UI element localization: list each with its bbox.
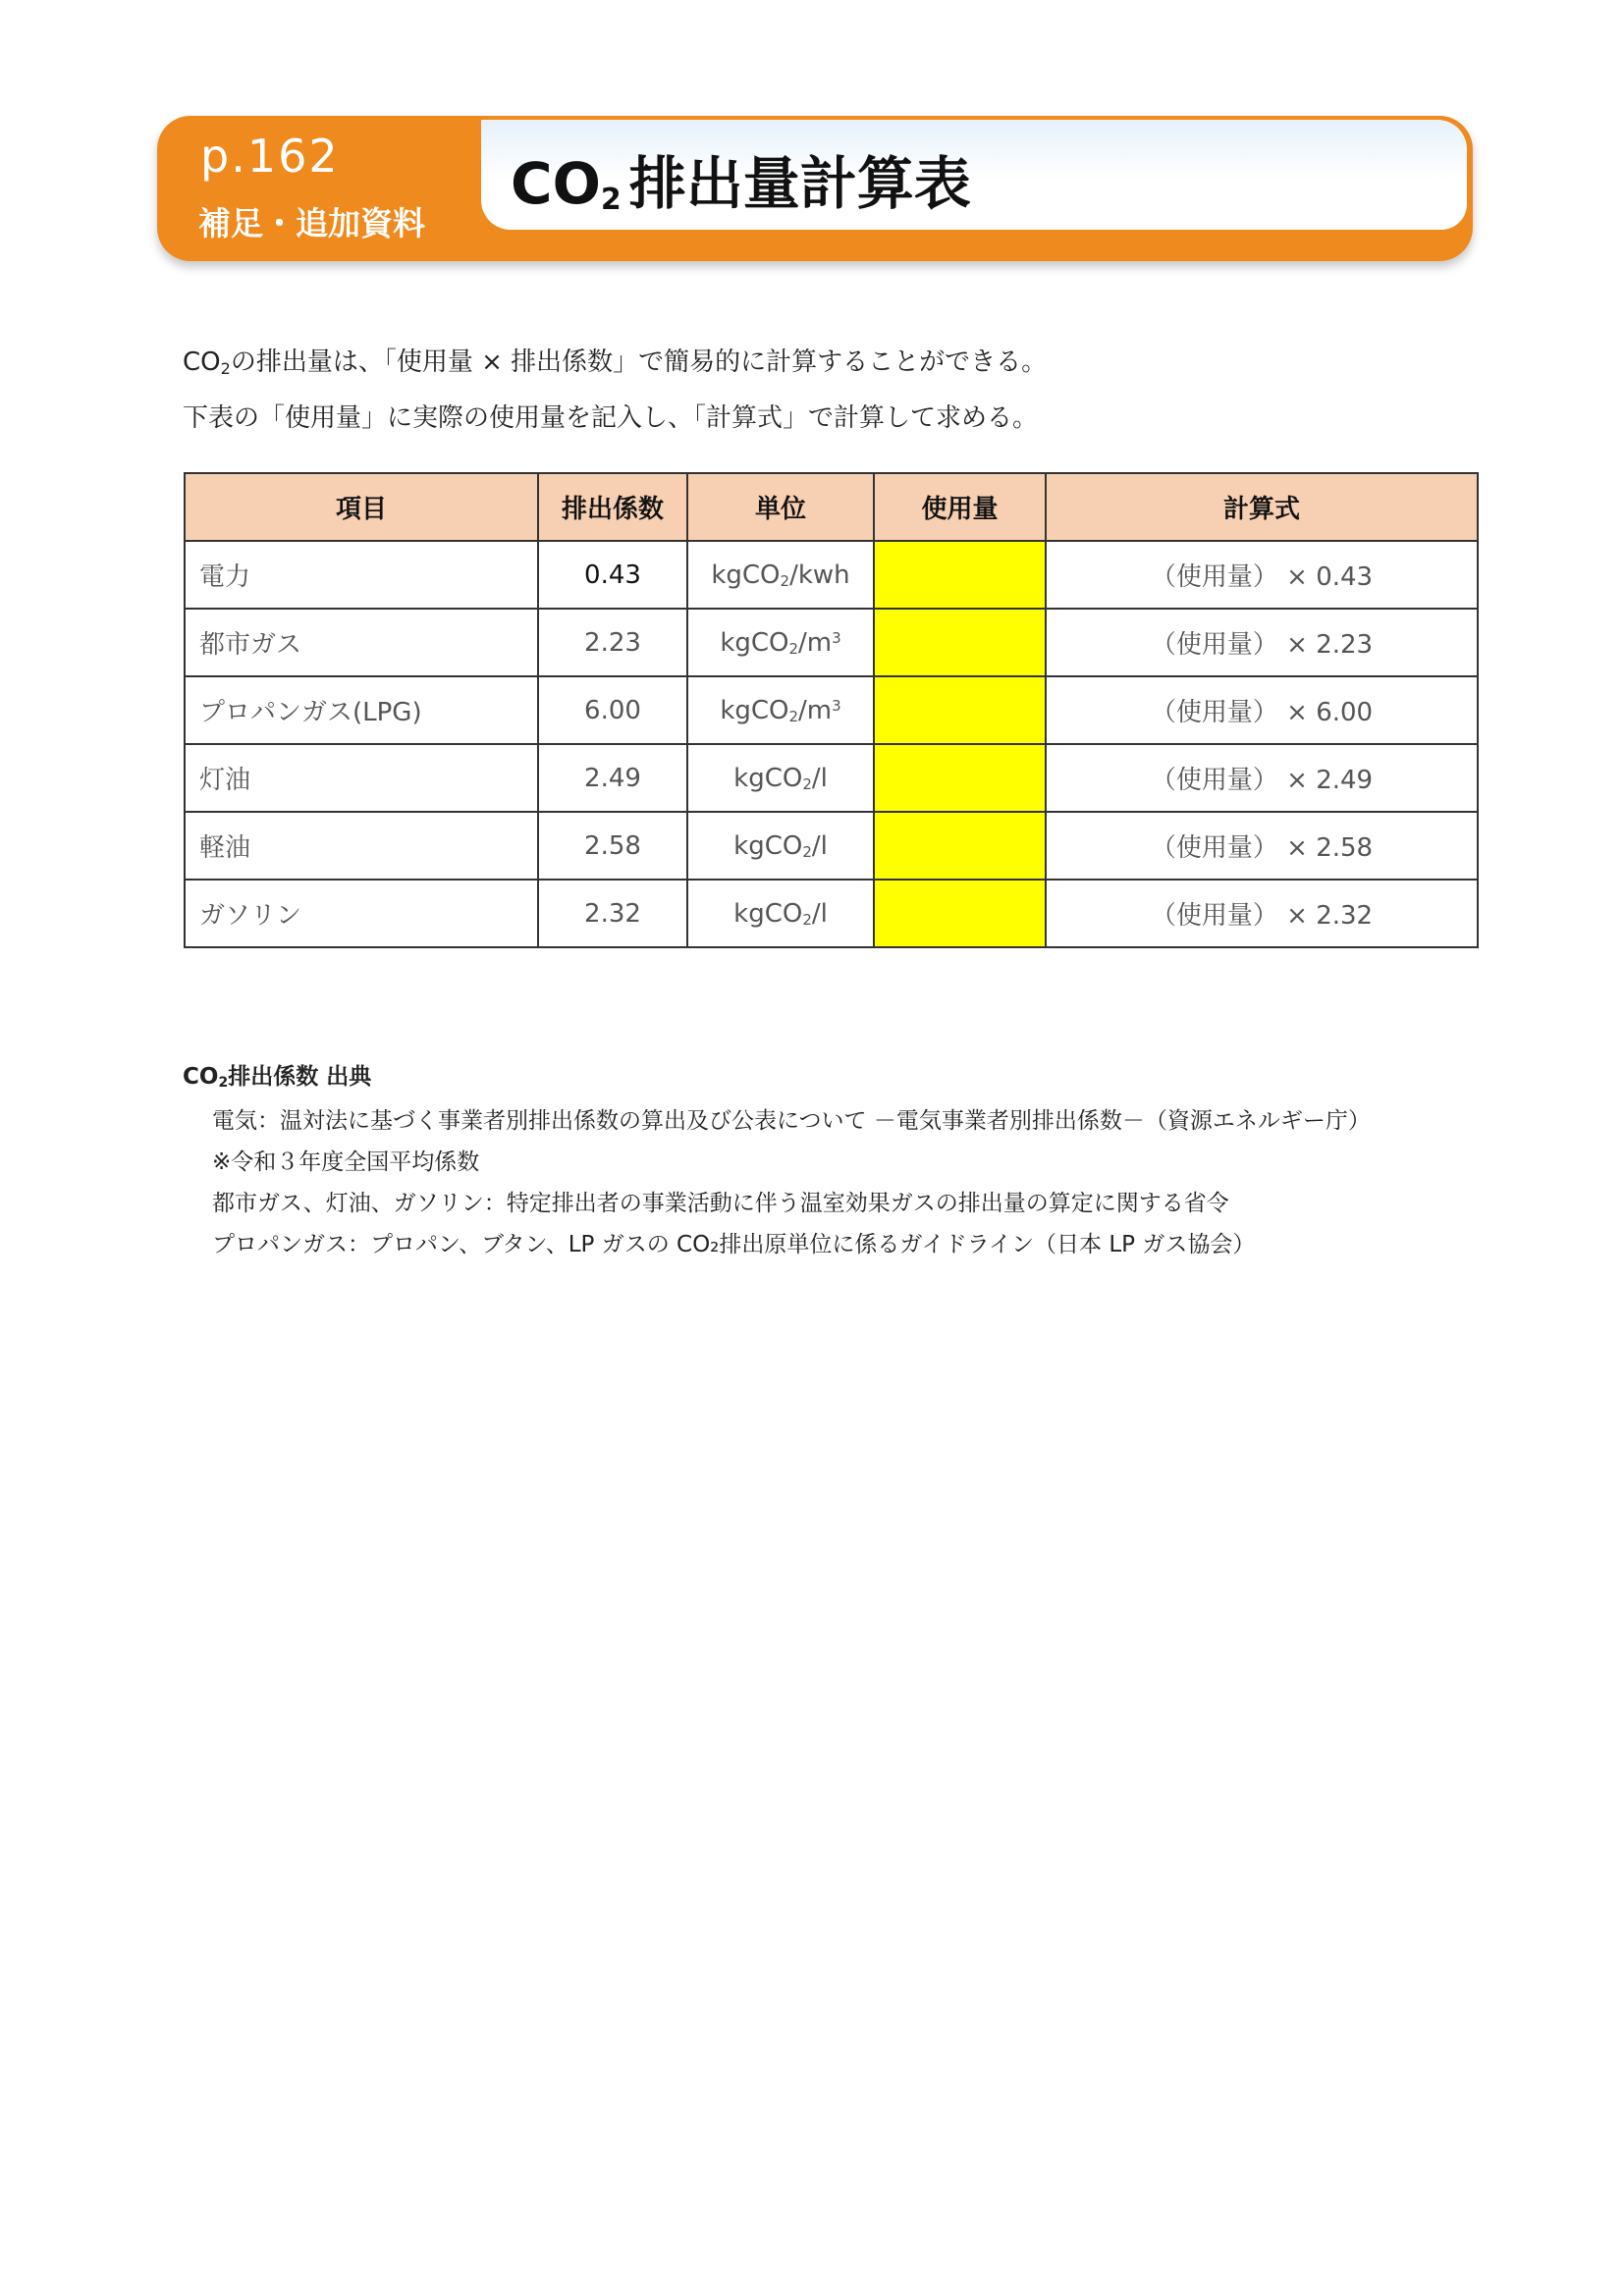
title-suffix: 排出量計算表: [628, 150, 971, 217]
header-unit: 単位: [687, 473, 874, 541]
unit-pre: kgCO: [711, 560, 781, 590]
table-header-row: [185, 473, 1478, 541]
header-banner: [157, 116, 1473, 263]
intro-line-1: [183, 338, 1047, 394]
cell-usage-input[interactable]: [874, 880, 1046, 947]
cell-item: 電力: [185, 541, 538, 609]
cell-unit: [687, 744, 874, 812]
source-line: プロパンガス：プロパン、ブタン、LP ガスの CO₂排出原単位に係るガイドライン（日本 LP ガス協会）: [212, 1232, 1256, 1257]
cell-item: 軽油: [185, 812, 538, 880]
unit-pre: kgCO: [720, 695, 789, 725]
co2-calc-table: [184, 472, 1479, 948]
table-row: [185, 676, 1478, 744]
unit-post: /m: [798, 695, 833, 725]
cell-unit: [687, 609, 874, 676]
intro-co-sub: 2: [220, 359, 231, 378]
title-subscript: 2: [600, 183, 622, 217]
cell-factor: 2.58: [538, 812, 687, 880]
sources-section: [183, 1058, 1371, 1265]
section-label: 補足・追加資料: [198, 204, 425, 242]
sources-title: [183, 1058, 1371, 1091]
cell-usage-input[interactable]: [874, 744, 1046, 812]
intro-line-2: 下表の「使用量」に実際の使用量を記入し、「計算式」で計算して求める。: [183, 403, 1039, 433]
unit-sup: 3: [832, 696, 841, 715]
header-formula: 計算式: [1046, 473, 1478, 541]
cell-factor: 2.23: [538, 609, 687, 676]
cell-unit: [687, 541, 874, 609]
cell-item: 都市ガス: [185, 609, 538, 676]
source-line: 電気：温対法に基づく事業者別排出係数の算出及び公表について －電気事業者別排出係数－（資源エネルギー庁）: [212, 1108, 1371, 1134]
cell-formula: （使用量） × 6.00: [1046, 676, 1478, 744]
cell-formula: （使用量） × 0.43: [1046, 541, 1478, 609]
unit-post: /l: [811, 898, 828, 929]
unit-sub: 2: [802, 842, 812, 861]
intro-line-1-rest: の排出量は、「使用量 × 排出係数」で簡易的に計算することができる。: [230, 347, 1048, 377]
cell-unit: [687, 812, 874, 880]
table-row: [185, 541, 1478, 609]
cell-item: プロパンガス(LPG): [185, 676, 538, 744]
cell-formula: （使用量） × 2.58: [1046, 812, 1478, 880]
unit-pre: kgCO: [733, 898, 803, 929]
table-row: [185, 812, 1478, 880]
page-title: [511, 137, 971, 220]
cell-unit: [687, 676, 874, 744]
unit-post: /l: [811, 830, 828, 861]
cell-formula: （使用量） × 2.49: [1046, 744, 1478, 812]
cell-factor: 6.00: [538, 676, 687, 744]
unit-sub: 2: [788, 707, 799, 725]
unit-post: /l: [811, 763, 828, 793]
unit-sub: 2: [788, 639, 799, 658]
unit-sub: 2: [802, 774, 812, 793]
unit-sub: 2: [780, 571, 790, 590]
cell-unit: [687, 880, 874, 947]
cell-formula: （使用量） × 2.32: [1046, 880, 1478, 947]
unit-pre: kgCO: [733, 763, 803, 793]
header-usage: 使用量: [874, 473, 1046, 541]
intro-co: CO: [183, 347, 221, 377]
cell-formula: （使用量） × 2.23: [1046, 609, 1478, 676]
sources-title-co: CO: [183, 1064, 219, 1090]
unit-post: /m: [798, 627, 833, 658]
unit-sup: 3: [832, 628, 841, 647]
cell-item: 灯油: [185, 744, 538, 812]
sources-list: [183, 1100, 1371, 1265]
cell-factor: 2.49: [538, 744, 687, 812]
table-row: [185, 609, 1478, 676]
unit-sub: 2: [802, 910, 812, 929]
cell-item: ガソリン: [185, 880, 538, 947]
cell-usage-input[interactable]: [874, 541, 1046, 609]
cell-usage-input[interactable]: [874, 676, 1046, 744]
cell-factor: 0.43: [538, 541, 687, 609]
header-factor: 排出係数: [538, 473, 687, 541]
unit-post: /kwh: [789, 560, 850, 590]
title-prefix: CO: [511, 150, 601, 217]
table-row: [185, 880, 1478, 947]
page-number: p.162: [200, 130, 340, 183]
unit-pre: kgCO: [720, 627, 789, 658]
sources-title-rest: 排出係数 出典: [228, 1064, 372, 1090]
source-line: 都市ガス、灯油、ガソリン：特定排出者の事業活動に伴う温室効果ガスの排出量の算定に関する省令: [212, 1191, 1229, 1216]
cell-usage-input[interactable]: [874, 609, 1046, 676]
table-row: [185, 744, 1478, 812]
header-item: 項目: [185, 473, 538, 541]
source-line: ※令和３年度全国平均係数: [212, 1149, 480, 1175]
intro-text: [183, 338, 1047, 443]
cell-factor: 2.32: [538, 880, 687, 947]
cell-usage-input[interactable]: [874, 812, 1046, 880]
unit-pre: kgCO: [733, 830, 803, 861]
sources-title-sub: 2: [218, 1075, 229, 1091]
